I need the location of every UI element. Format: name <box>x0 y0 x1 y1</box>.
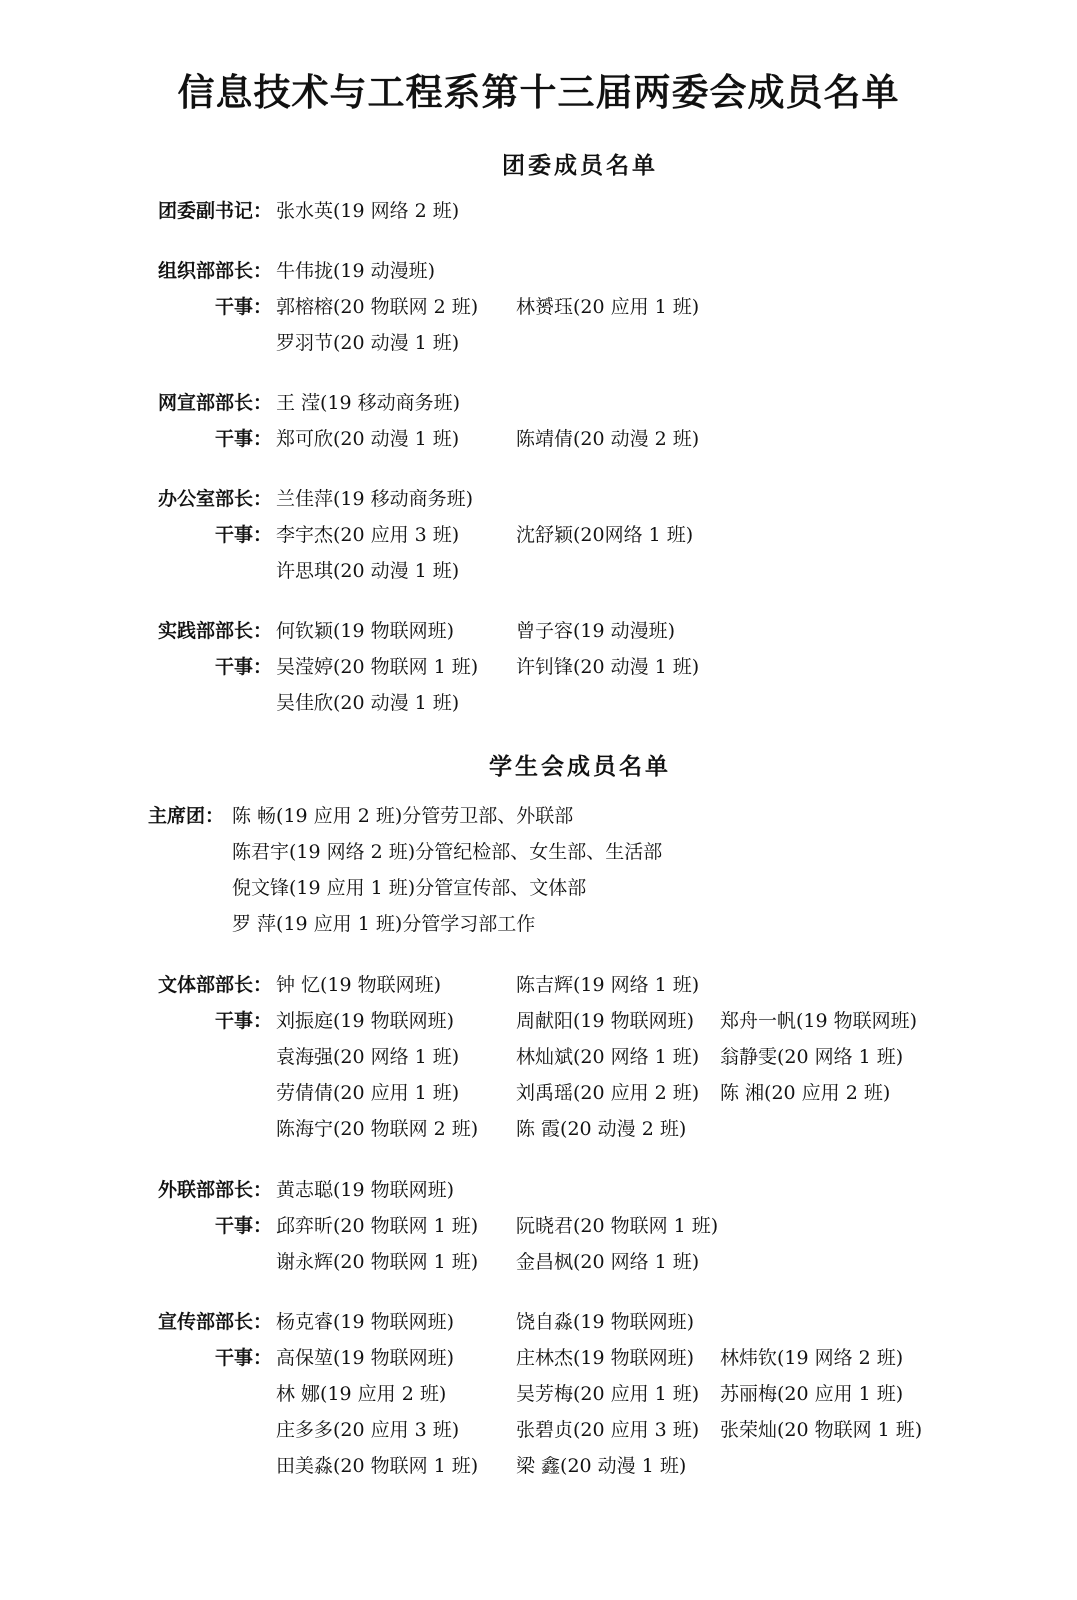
presidium-member: 倪文锋(19 应用 1 班)分管宣传部、文体部 <box>232 877 587 899</box>
member-name: 沈舒颖(20网络 1 班) <box>516 524 694 546</box>
member-name: 林赟珏(20 应用 1 班) <box>516 296 700 318</box>
member-name: 王 滢(19 移动商务班) <box>276 392 461 414</box>
propaganda-head-label: 网宣部部长： <box>157 392 272 414</box>
member-name: 刘振庭(19 物联网班) <box>276 1010 455 1032</box>
member-name: 金昌枫(20 网络 1 班) <box>516 1251 700 1273</box>
member-name: 陈 湘(20 应用 2 班) <box>720 1082 891 1104</box>
member-name: 周献阳(19 物联网班) <box>516 1010 695 1032</box>
member-name: 刘禹瑶(20 应用 2 班) <box>516 1082 700 1104</box>
member-name: 张碧贞(20 应用 3 班) <box>516 1419 700 1441</box>
member-name: 许思琪(20 动漫 1 班) <box>276 560 460 582</box>
liaison-staff-label: 干事： <box>214 1215 272 1237</box>
presidium-member: 陈 畅(19 应用 2 班)分管劳卫部、外联部 <box>232 805 574 827</box>
sports-staff-label: 干事： <box>214 1010 272 1032</box>
member-name: 钟 忆(19 物联网班) <box>276 974 442 996</box>
member-name: 陈吉辉(19 网络 1 班) <box>516 974 700 996</box>
organization-head-label: 组织部部长： <box>157 260 272 282</box>
member-name: 郑舟一帆(19 物联网班) <box>720 1010 918 1032</box>
member-name: 苏丽梅(20 应用 1 班) <box>720 1383 904 1405</box>
union-heading: 学生会成员名单 <box>489 754 671 780</box>
member-name: 张荣灿(20 物联网 1 班) <box>720 1419 923 1441</box>
publicity-head-label: 宣传部部长： <box>157 1311 272 1333</box>
propaganda-staff-label: 干事： <box>214 428 272 450</box>
member-name: 陈 霞(20 动漫 2 班) <box>516 1118 687 1140</box>
member-name: 饶自淼(19 物联网班) <box>516 1311 695 1333</box>
member-name: 庄林杰(19 物联网班) <box>516 1347 695 1369</box>
member-name: 林 娜(19 应用 2 班) <box>276 1383 447 1405</box>
publicity-staff-label: 干事： <box>214 1347 272 1369</box>
organization-staff-label: 干事： <box>214 296 272 318</box>
presidium-member: 陈君宇(19 网络 2 班)分管纪检部、女生部、生活部 <box>232 841 663 863</box>
member-name: 高保堃(19 物联网班) <box>276 1347 455 1369</box>
office-staff-label: 干事： <box>214 524 272 546</box>
member-name: 林灿斌(20 网络 1 班) <box>516 1046 700 1068</box>
member-name: 陈靖倩(20 动漫 2 班) <box>516 428 700 450</box>
member-name: 许钊锋(20 动漫 1 班) <box>516 656 700 678</box>
member-name: 庄多多(20 应用 3 班) <box>276 1419 460 1441</box>
office-head-label: 办公室部长： <box>157 488 272 510</box>
member-name: 黄志聪(19 物联网班) <box>276 1179 455 1201</box>
member-name: 罗羽节(20 动漫 1 班) <box>276 332 460 354</box>
member-name: 吴滢婷(20 物联网 1 班) <box>276 656 479 678</box>
presidium-member: 罗 萍(19 应用 1 班)分管学习部工作 <box>232 913 536 935</box>
member-name: 李宇杰(20 应用 3 班) <box>276 524 460 546</box>
member-name: 兰佳萍(19 移动商务班) <box>276 488 474 510</box>
member-name: 梁 鑫(20 动漫 1 班) <box>516 1455 687 1477</box>
page-title: 信息技术与工程系第十三届两委会成员名单 <box>177 71 900 114</box>
member-name: 曾子容(19 动漫班) <box>516 620 676 642</box>
member-name: 邱弈昕(20 物联网 1 班) <box>276 1215 479 1237</box>
liaison-head-label: 外联部部长： <box>157 1179 272 1201</box>
practice-head-label: 实践部部长： <box>157 620 272 642</box>
member-name: 何钦颖(19 物联网班) <box>276 620 455 642</box>
member-name: 吴芳梅(20 应用 1 班) <box>516 1383 700 1405</box>
member-name: 阮晓君(20 物联网 1 班) <box>516 1215 719 1237</box>
member-name: 劳倩倩(20 应用 1 班) <box>276 1082 460 1104</box>
member-name: 翁静雯(20 网络 1 班) <box>720 1046 904 1068</box>
member-name: 郑可欣(20 动漫 1 班) <box>276 428 460 450</box>
member-name: 吴佳欣(20 动漫 1 班) <box>276 692 460 714</box>
deputy-secretary-label: 团委副书记： <box>157 200 272 222</box>
member-name: 袁海强(20 网络 1 班) <box>276 1046 460 1068</box>
sports-head-label: 文体部部长： <box>157 974 272 996</box>
member-name: 谢永辉(20 物联网 1 班) <box>276 1251 479 1273</box>
member-name: 林炜钦(19 网络 2 班) <box>720 1347 904 1369</box>
member-name: 陈海宁(20 物联网 2 班) <box>276 1118 479 1140</box>
member-name: 郭榕榕(20 物联网 2 班) <box>276 296 479 318</box>
member-name: 张水英(19 网络 2 班) <box>276 200 460 222</box>
member-name: 田美淼(20 物联网 1 班) <box>276 1455 479 1477</box>
presidium-label: 主席团： <box>148 805 225 827</box>
member-name: 牛伟拢(19 动漫班) <box>276 260 436 282</box>
league-heading: 团委成员名单 <box>502 153 658 179</box>
practice-staff-label: 干事： <box>214 656 272 678</box>
member-name: 杨克睿(19 物联网班) <box>276 1311 455 1333</box>
